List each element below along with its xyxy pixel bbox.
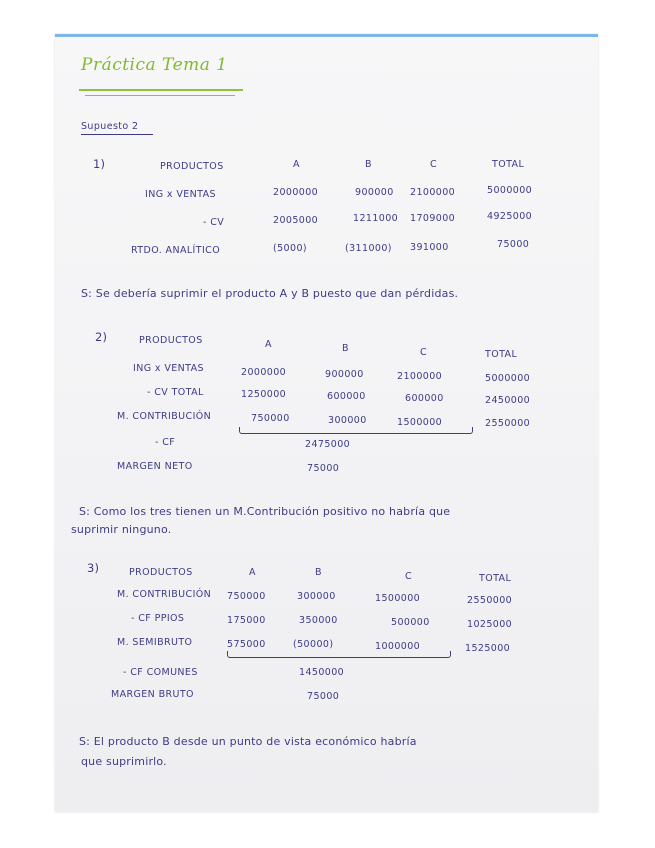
s3-net-value: 75000 — [307, 691, 340, 702]
s3-header-c: C — [405, 571, 413, 582]
s2-row2-c: 600000 — [405, 393, 444, 404]
s2-row1-total: 5000000 — [485, 373, 531, 384]
s3-conclusion-line1: S: El producto B desde un punto de vista económico habría — [79, 735, 417, 748]
s2-cf-value: 2475000 — [305, 439, 351, 450]
s2-net-value: 75000 — [307, 463, 340, 474]
page-title: Práctica Tema 1 — [81, 55, 228, 75]
s3-row3-c: 1000000 — [375, 641, 421, 652]
s3-row2-total: 1025000 — [467, 619, 513, 630]
s3-header-a: A — [249, 567, 256, 578]
s3-row2-a: 175000 — [227, 615, 266, 626]
s2-cf-label: - CF — [155, 437, 176, 448]
s2-conclusion-line1: S: Como los tres tienen un M.Contribución positivo no habría que — [79, 505, 451, 518]
s2-sum-bracket — [239, 427, 473, 434]
s3-row1-label: M. CONTRIBUCIÓN — [117, 589, 212, 600]
s3-row3-label: M. SEMIBRUTO — [117, 637, 193, 648]
notebook-page — [55, 34, 598, 812]
s1-row1-c: 2100000 — [410, 187, 456, 198]
s1-row1-a: 2000000 — [273, 187, 319, 198]
s2-row1-label: ING x VENTAS — [133, 363, 204, 374]
s1-row2-b: 1211000 — [353, 213, 399, 224]
s1-row2-total: 4925000 — [487, 211, 533, 222]
s3-cf-value: 1450000 — [299, 667, 345, 678]
s1-header-b: B — [365, 159, 372, 170]
s1-row2-label: - CV — [203, 217, 225, 228]
subtitle: Supuesto 2 — [81, 121, 139, 132]
s1-row1-label: ING x VENTAS — [145, 189, 216, 200]
s2-header-products: PRODUCTOS — [139, 335, 203, 346]
s2-conclusion-line2: suprimir ninguno. — [71, 523, 172, 536]
s3-row1-c: 1500000 — [375, 593, 421, 604]
s1-row3-b: (311000) — [345, 243, 392, 254]
s3-conclusion-line2: que suprimirlo. — [81, 755, 167, 768]
s1-row3-label: RTDO. ANALÍTICO — [131, 245, 221, 256]
s2-row2-total: 2450000 — [485, 395, 531, 406]
s2-header-b: B — [342, 343, 349, 354]
s2-row2-b: 600000 — [327, 391, 366, 402]
s2-row3-b: 300000 — [328, 415, 367, 426]
s2-row1-a: 2000000 — [241, 367, 287, 378]
s1-header-products: PRODUCTOS — [160, 161, 224, 172]
s1-row1-b: 900000 — [355, 187, 394, 198]
title-underline-2 — [85, 95, 235, 96]
s3-header-total: TOTAL — [479, 573, 512, 584]
s2-row3-a: 750000 — [251, 413, 290, 424]
s3-row2-b: 350000 — [299, 615, 338, 626]
s2-header-total: TOTAL — [485, 349, 518, 360]
s2-row3-total: 2550000 — [485, 418, 531, 429]
s2-net-label: MARGEN NETO — [117, 461, 193, 472]
s2-row3-label: M. CONTRIBUCIÓN — [117, 411, 212, 422]
s1-row3-total: 75000 — [497, 239, 530, 250]
title-underline — [79, 89, 243, 91]
s1-header-total: TOTAL — [492, 159, 525, 170]
s2-number: 2) — [95, 330, 108, 344]
s3-row2-c: 500000 — [391, 617, 430, 628]
s2-row2-label: - CV TOTAL — [147, 387, 204, 398]
s1-row3-c: 391000 — [410, 242, 449, 253]
s3-row1-a: 750000 — [227, 591, 266, 602]
s3-row2-label: - CF PPIOS — [131, 613, 185, 624]
s1-row2-a: 2005000 — [273, 215, 319, 226]
s3-row3-a: 575000 — [227, 639, 266, 650]
s1-conclusion: S: Se debería suprimir el producto A y B puesto que dan pérdidas. — [81, 287, 459, 300]
s2-row1-b: 900000 — [325, 369, 364, 380]
s2-row3-c: 1500000 — [397, 417, 443, 428]
s1-row3-a: (5000) — [273, 243, 307, 254]
s2-header-a: A — [265, 339, 272, 350]
s2-header-c: C — [420, 347, 428, 358]
s1-number: 1) — [93, 157, 106, 171]
s3-cf-label: - CF COMUNES — [123, 667, 198, 678]
s3-net-label: MARGEN BRUTO — [111, 689, 194, 700]
s3-number: 3) — [87, 561, 100, 575]
s2-row1-c: 2100000 — [397, 371, 443, 382]
s3-row3-total: 1525000 — [465, 643, 511, 654]
s1-header-a: A — [293, 159, 300, 170]
s3-row1-total: 2550000 — [467, 595, 513, 606]
subtitle-underline — [81, 134, 153, 135]
s3-sum-bracket — [227, 651, 451, 658]
s1-row2-c: 1709000 — [410, 213, 456, 224]
s3-row1-b: 300000 — [297, 591, 336, 602]
s3-header-b: B — [315, 567, 322, 578]
s2-row2-a: 1250000 — [241, 389, 287, 400]
s3-header-products: PRODUCTOS — [129, 567, 193, 578]
s1-header-c: C — [430, 159, 438, 170]
s3-row3-b: (50000) — [293, 639, 334, 650]
s1-row1-total: 5000000 — [487, 185, 533, 196]
